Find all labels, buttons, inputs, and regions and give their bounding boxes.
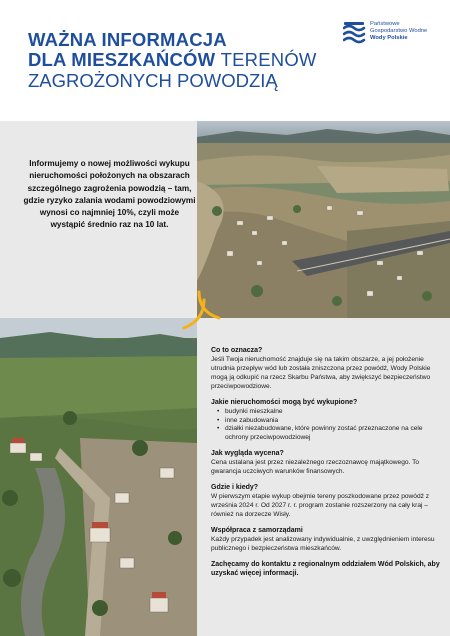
section-text: Cena ustalana jest przez niezależnego rzeczoznawcę majątkowego. To gwarancja uczciwych warunków finansowych. [211,459,420,476]
intro-text: Informujemy o nowej możliwości wykupu nieruchomości położonych na obszarach szczególnego zagrożenia powodzią – tam, gdzie ryzyko zalania wodami powodziowymi wynosi co najmniej 10%, czyli może wystąpić średnio raz na 10 lat. [23,159,196,230]
section-what-it-means [211,346,443,392]
section-text: Każdy przypadek jest analizowany indywidualnie, z uwzględnieniem interesu publicznego i bezpieczeństwa mieszkańców. [211,535,435,552]
accent-curve-icon [170,298,210,338]
section-heading: Współpraca z samorządami [211,526,303,534]
title-line-2-bold: DLA MIESZKAŃCÓW [28,49,216,70]
section-where-when [211,483,443,520]
info-text [211,346,443,578]
section-text: Jeśli Twoja nieruchomość znajduje się na takim obszarze, a jej położenie utrudnia przepływ wód lub została zniszczona przez powódź, Wody Polskie mogą ją odkupić na rzecz Skarbu Państwa, aby zwiększyć bezpieczeństwo przeciwpowodziowe. [211,356,431,390]
property-list [211,408,443,444]
section-heading: Jak wygląda wycena? [211,450,284,458]
list-item: • działki niezabudowane, które powinny zostać przeznaczone na cele ochrony przeciwpowodziowej [225,425,443,443]
logo-text [370,21,427,43]
title-line-3: ZAGROŻONYCH POWODZIĄ [28,70,278,91]
title-line-2-light: TERENÓW [220,49,317,70]
title-line-1: WAŻNA INFORMACJA [28,29,227,50]
aerial-flooded-town-photo [197,121,450,318]
section-text: W pierwszym etapie wykup obejmie tereny poszkodowane przez powódź z września 2024 r. Od 2027 r. r. program zostanie rozszerzony na cały kraj – również na dorzecze Wisły. [211,493,430,518]
list-item: • inne zabudowania [225,417,443,426]
page-title [28,30,328,91]
section-heading: Co to oznacza? [211,347,263,354]
list-item: • budynki mieszkalne [225,408,443,417]
title-line-2 [28,50,328,70]
logo-line-1: Państwowe [370,21,400,27]
contact-call-to-action: Zachęcamy do kontaktu z regionalnym oddziałem Wód Polskich, aby uzyskać więcej informacji. [211,560,440,577]
logo-line-2: Gospodarstwo Wodne [370,28,428,35]
logo-line-3: Wody Polskie [370,35,408,42]
section-valuation [211,449,443,477]
section-heading: Jakie nieruchomości mogą być wykupione? [211,398,358,406]
section-property-types [211,398,443,444]
header [0,0,450,120]
aerial-flood-damage-river-photo [0,318,197,636]
section-heading: Gdzie i kiedy? [211,484,259,492]
section-cooperation [211,526,443,554]
